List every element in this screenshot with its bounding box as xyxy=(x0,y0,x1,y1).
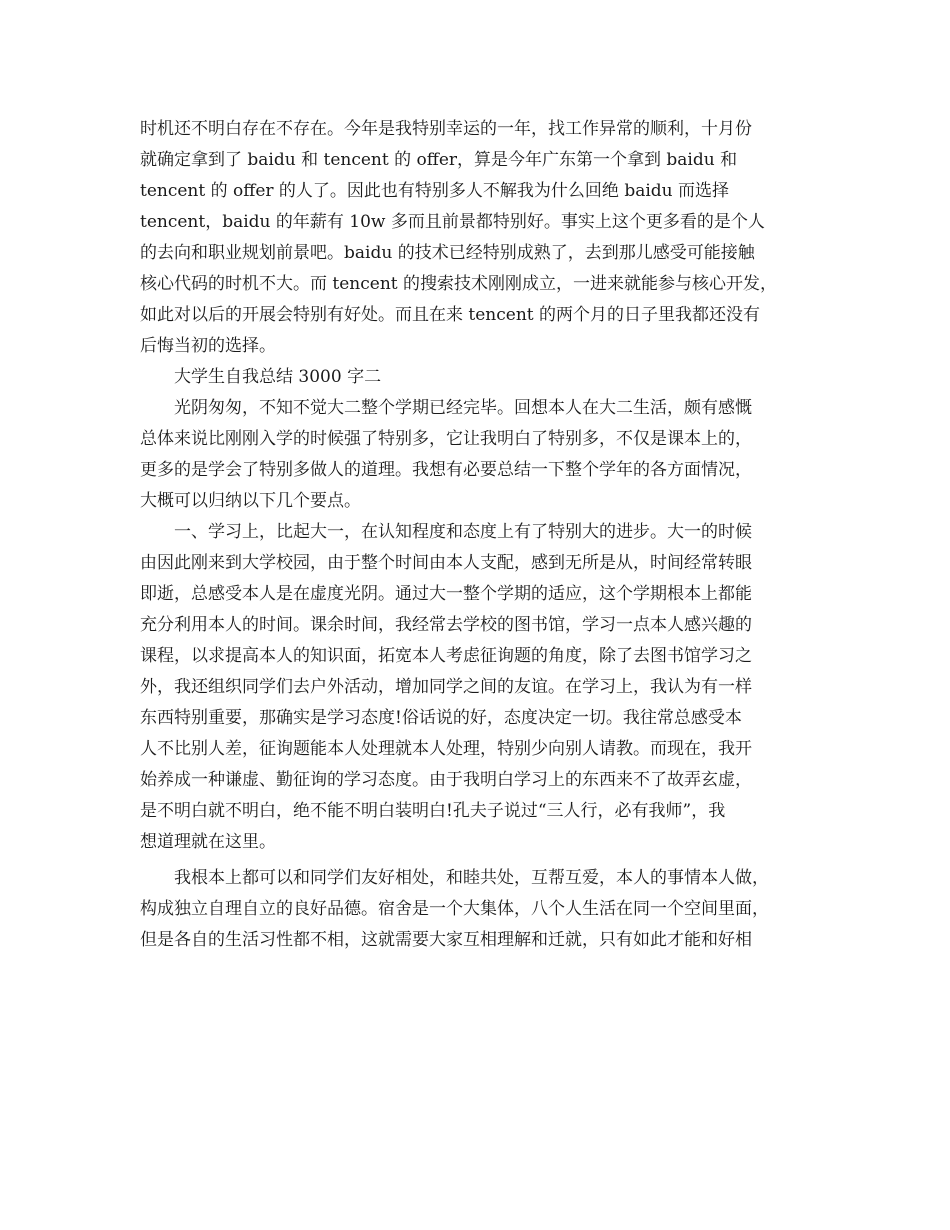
text-line: 但是各自的生活习性都不相，这就需要大家互相理解和迁就，只有如此才能和好相 xyxy=(140,930,752,950)
text-line: 充分利用本人的时间。课余时间，我经常去学校的图书馆，学习一点本人感兴趣的 xyxy=(140,615,752,635)
text-line: 后悔当初的选择。 xyxy=(140,336,276,356)
text-line: 即逝，总感受本人是在虚度光阴。通过大一整个学期的适应，这个学期根本上都能 xyxy=(140,584,752,604)
text-line: 东西特别重要，那确实是学习态度!俗话说的好，态度决定一切。我往常总感受本 xyxy=(140,708,742,728)
text-line: 核心代码的时机不大。而 tencent 的搜索技术刚刚成立，一进来就能参与核心开发， xyxy=(140,274,778,294)
text-line: 光阴匆匆，不知不觉大二整个学期已经完毕。回想本人在大二生活，颇有感慨 xyxy=(174,398,752,418)
text-line: tencent，baidu 的年薪有 10w 多而且前景都特别好。事实上这个更多看的是个人 xyxy=(140,212,765,232)
text-line: 更多的是学会了特别多做人的道理。我想有必要总结一下整个学年的各方面情况， xyxy=(140,460,752,480)
paragraph-4 xyxy=(140,863,824,956)
text-line: 时机还不明白存在不存在。今年是我特别幸运的一年，找工作异常的顺利，十月份 xyxy=(140,119,752,139)
document-body xyxy=(140,114,824,956)
text-line: 大概可以归纳以下几个要点。 xyxy=(140,491,361,511)
text-line: 总体来说比刚刚入学的时候强了特别多，它让我明白了特别多，不仅是课本上的， xyxy=(140,429,752,449)
text-line: tencent 的 offer 的人了。因此也有特别多人不解我为什么回绝 baidu 而选择 xyxy=(140,181,730,201)
paragraph-1 xyxy=(140,114,824,362)
text-line: 我根本上都可以和同学们友好相处，和睦共处，互帮互爱，本人的事情本人做， xyxy=(174,868,769,888)
text-line: 课程，以求提高本人的知识面，拓宽本人考虑征询题的角度，除了去图书馆学习之 xyxy=(140,646,752,666)
text-line: 一、学习上，比起大一，在认知程度和态度上有了特别大的进步。大一的时候 xyxy=(174,522,752,542)
paragraph-3 xyxy=(140,517,824,858)
text-line: 是不明白就不明白，绝不能不明白装明白!孔夫子说过“三人行，必有我师”，我 xyxy=(140,801,726,821)
text-line: 想道理就在这里。 xyxy=(140,832,276,852)
text-line: 构成独立自理自立的良好品德。宿舍是一个大集体，八个人生活在同一个空间里面， xyxy=(140,899,769,919)
text-line: 始养成一种谦虚、勤征询的学习态度。由于我明白学习上的东西来不了故弄玄虚， xyxy=(140,770,752,790)
text-line: 人不比别人差，征询题能本人处理就本人处理，特别少向别人请教。而现在，我开 xyxy=(140,739,752,759)
text-line: 如此对以后的开展会特别有好处。而且在来 tencent 的两个月的日子里我都还没有 xyxy=(140,305,761,325)
text-line: 就确定拿到了 baidu 和 tencent 的 offer，算是今年广东第一个拿到 baidu 和 xyxy=(140,150,738,170)
text-line: 由因此刚来到大学校园，由于整个时间由本人支配，感到无所是从，时间经常转眼 xyxy=(140,553,752,573)
section-title: 大学生自我总结 3000 字二 xyxy=(174,367,382,387)
text-line: 外，我还组织同学们去户外活动，增加同学之间的友谊。在学习上，我认为有一样 xyxy=(140,677,752,697)
text-line: 的去向和职业规划前景吧。baidu 的技术已经特别成熟了，去到那儿感受可能接触 xyxy=(140,243,755,263)
paragraph-2 xyxy=(140,393,824,517)
